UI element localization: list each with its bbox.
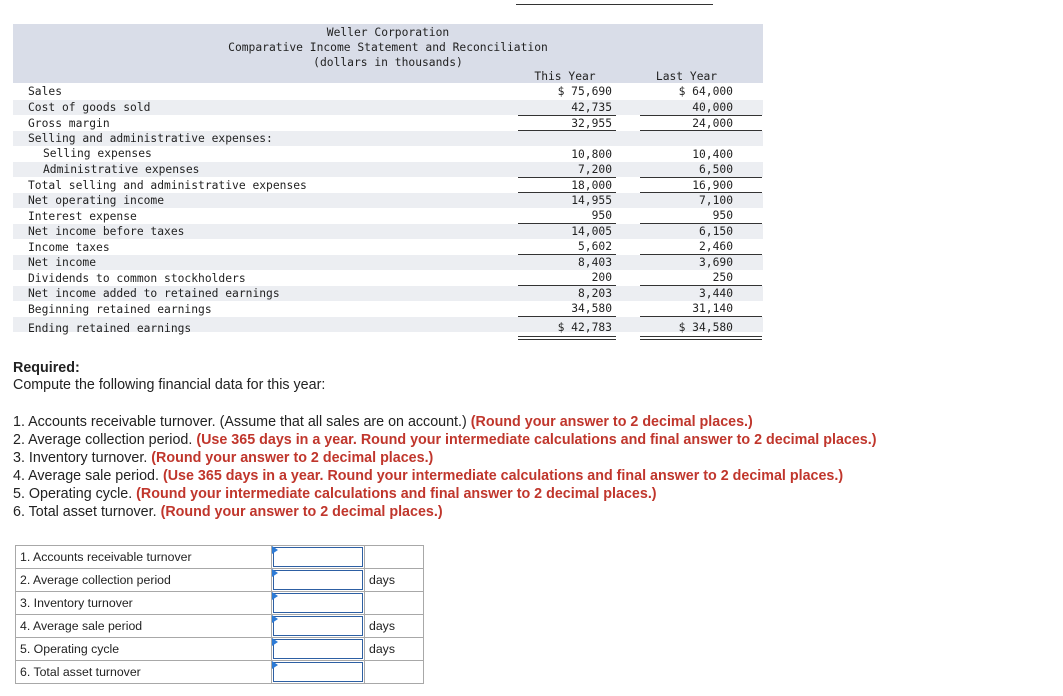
answer-cell xyxy=(272,546,365,569)
row-label-gross-margin: Gross margin xyxy=(28,117,110,130)
net-income-this-year: 8,403 xyxy=(577,256,612,269)
taxes-last-year: 2,460 xyxy=(698,240,733,253)
requirement-item: 6. Total asset turnover. (Round your answer to 2 decimal places.) xyxy=(13,504,443,520)
selling-last-year: 10,400 xyxy=(692,148,733,161)
row-label-admin: Administrative expenses xyxy=(43,163,200,176)
answer-unit xyxy=(365,661,424,684)
input-flag-icon xyxy=(272,569,278,577)
row-label-dividends: Dividends to common stockholders xyxy=(28,272,246,285)
input-flag-icon xyxy=(272,661,278,669)
ending-re-this-year: $ 42,783 xyxy=(557,321,612,334)
income-statement xyxy=(13,24,763,341)
company-name: Weller Corporation xyxy=(326,26,450,39)
row-label-cogs: Cost of goods sold xyxy=(28,101,151,114)
operating-cycle-input[interactable] xyxy=(273,639,363,659)
answer-unit xyxy=(365,546,424,569)
requirements-list xyxy=(13,413,1058,521)
requirement-item: 5. Operating cycle. (Round your intermediate calculations and final answer to 2 decimal places.) xyxy=(13,486,657,502)
input-flag-icon xyxy=(272,615,278,623)
interest-this-year: 950 xyxy=(591,209,612,222)
taxes-this-year: 5,602 xyxy=(577,240,612,253)
answer-unit: days xyxy=(365,615,424,638)
interest-last-year: 950 xyxy=(712,209,733,222)
row-label-sa-expenses: Selling and administrative expenses: xyxy=(28,132,273,145)
requirement-item: 2. Average collection period. (Use 365 days in a year. Round your intermediate calculations and final answer to 2 decimal places.) xyxy=(13,432,877,448)
input-flag-icon xyxy=(272,546,278,554)
sales-this-year: $ 75,690 xyxy=(557,85,612,98)
answer-label: 3. Inventory turnover xyxy=(16,592,272,615)
answer-unit: days xyxy=(365,569,424,592)
answer-row xyxy=(16,661,424,684)
row-label-selling: Selling expenses xyxy=(43,147,152,160)
row-label-income-before-taxes: Net income before taxes xyxy=(28,225,185,238)
answer-cell xyxy=(272,615,365,638)
row-label-total-sa: Total selling and administrative expenses xyxy=(28,179,307,192)
answer-label: 6. Total asset turnover xyxy=(16,661,272,684)
answer-row xyxy=(16,569,424,592)
beginning-re-this-year: 34,580 xyxy=(571,302,612,315)
avg-collection-period-input[interactable] xyxy=(273,570,363,590)
row-label-beginning-re: Beginning retained earnings xyxy=(28,303,212,316)
inventory-turnover-input[interactable] xyxy=(273,593,363,613)
row-label-ending-re: Ending retained earnings xyxy=(28,322,192,335)
answer-label: 2. Average collection period xyxy=(16,569,272,592)
answer-row xyxy=(16,638,424,661)
answer-cell xyxy=(272,592,365,615)
row-label-interest: Interest expense xyxy=(28,210,137,223)
answer-label: 5. Operating cycle xyxy=(16,638,272,661)
requirement-item: 3. Inventory turnover. (Round your answer to 2 decimal places.) xyxy=(13,450,434,466)
col-header-last-year: Last Year xyxy=(655,70,718,83)
answer-row xyxy=(16,592,424,615)
total-sa-last-year: 16,900 xyxy=(692,179,733,192)
compute-instruction: Compute the following financial data for this year: xyxy=(13,377,326,393)
row-label-net-income: Net income xyxy=(28,256,97,269)
net-income-last-year: 3,690 xyxy=(698,256,733,269)
noi-this-year: 14,955 xyxy=(571,194,612,207)
row-label-sales: Sales xyxy=(28,85,63,98)
input-flag-icon xyxy=(272,592,278,600)
required-heading: Required: xyxy=(13,360,80,376)
gross-margin-last-year: 24,000 xyxy=(692,117,733,130)
cogs-last-year: 40,000 xyxy=(692,101,733,114)
beginning-re-last-year: 31,140 xyxy=(692,302,733,315)
ending-re-last-year: $ 34,580 xyxy=(678,321,733,334)
input-flag-icon xyxy=(272,638,278,646)
dividends-last-year: 250 xyxy=(712,271,733,284)
requirement-item: 1. Accounts receivable turnover. (Assume that all sales are on account.) (Round your answer to 2 decimal places.) xyxy=(13,414,753,430)
gross-margin-this-year: 32,955 xyxy=(571,117,612,130)
noi-last-year: 7,100 xyxy=(698,194,733,207)
selling-this-year: 10,800 xyxy=(571,148,612,161)
answer-row xyxy=(16,546,424,569)
requirement-item: 4. Average sale period. (Use 365 days in a year. Round your intermediate calculations and final answer to 2 decimal places.) xyxy=(13,468,844,484)
col-header-this-year: This Year xyxy=(534,70,596,83)
admin-last-year: 6,500 xyxy=(698,163,733,176)
report-title: Comparative Income Statement and Reconciliation xyxy=(228,41,548,54)
answer-row xyxy=(16,615,424,638)
units-note: (dollars in thousands) xyxy=(313,56,463,69)
ar-turnover-input[interactable] xyxy=(273,547,363,567)
ni-added-last-year: 3,440 xyxy=(698,287,733,300)
avg-sale-period-input[interactable] xyxy=(273,616,363,636)
cogs-this-year: 42,735 xyxy=(571,101,612,114)
answer-unit: days xyxy=(365,638,424,661)
nibt-this-year: 14,005 xyxy=(571,225,612,238)
row-label-net-operating-income: Net operating income xyxy=(28,194,165,207)
answer-table xyxy=(15,545,424,684)
total-sa-this-year: 18,000 xyxy=(571,179,612,192)
dividends-this-year: 200 xyxy=(591,271,612,284)
ni-added-this-year: 8,203 xyxy=(577,287,612,300)
answer-label: 1. Accounts receivable turnover xyxy=(16,546,272,569)
sales-last-year: $ 64,000 xyxy=(678,85,733,98)
answer-unit xyxy=(365,592,424,615)
admin-this-year: 7,200 xyxy=(577,163,612,176)
answer-label: 4. Average sale period xyxy=(16,615,272,638)
total-asset-turnover-input[interactable] xyxy=(273,662,363,682)
answer-cell xyxy=(272,638,365,661)
row-label-ni-added-to-re: Net income added to retained earnings xyxy=(28,287,280,300)
row-label-income-taxes: Income taxes xyxy=(28,241,110,254)
answer-cell xyxy=(272,569,365,592)
nibt-last-year: 6,150 xyxy=(698,225,733,238)
answer-cell xyxy=(272,661,365,684)
top-rule xyxy=(516,4,713,5)
